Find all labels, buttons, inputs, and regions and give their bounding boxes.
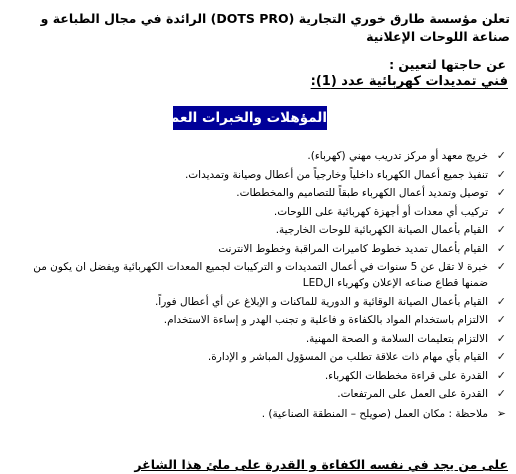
qualifications-banner: المؤهلات والخبرات العملية : [173, 106, 327, 130]
requirement-item [16, 259, 506, 291]
requirement-item [16, 312, 506, 328]
requirement-item [16, 222, 506, 238]
requirement-item [16, 368, 506, 384]
arrow-bullet-icon: ➢ [496, 407, 506, 420]
requirements-list [16, 148, 506, 405]
checkmark-icon: ✓ [496, 294, 506, 308]
requirement-text: توصيل وتمديد أعمال الكهرباء طبقاً للتصاميم والمخططات. [236, 187, 488, 199]
requirement-text: خبرة لا تقل عن 5 سنوات في أعمال التمديدات و التركيبات لجميع المعدات الكهربائية ويفضل ان يكون من ضمنها قطاع صناعه الإعلان وكهرباء الLED [33, 261, 488, 289]
requirement-text: القيام بأعمال تمديد خطوط كاميرات المراقبة وخطوط الانترنت [218, 242, 488, 255]
checkmark-icon: ✓ [496, 331, 506, 345]
intro-line-company: تعلن مؤسسة طارق خوري التجارية (DOTS PRO) الرائدة في مجال الطباعة و صناعة اللوحات الإعلانية [40, 11, 510, 44]
requirement-item [16, 148, 506, 164]
requirement-item [16, 294, 506, 310]
requirement-item [16, 204, 506, 220]
note-text: ملاحظة : مكان العمل (صويلح – المنطقة الصناعية) . [261, 408, 488, 420]
requirement-text: الالتزام بتعليمات السلامة و الصحة المهنية. [305, 332, 488, 345]
checkmark-icon: ✓ [496, 313, 506, 326]
requirement-text: الالتزام باستخدام المواد بالكفاءة و فاعلية و تجنب الهدر و إساءة الاستخدام. [163, 314, 488, 326]
checkmark-icon: ✓ [496, 149, 506, 162]
requirement-text: القدرة على العمل على المرتفعات. [337, 388, 488, 400]
requirement-item [16, 167, 506, 183]
requirement-text: القيام بأي مهام ذات علاقة تطلب من المسؤول المباشر و الإدارة. [207, 351, 488, 363]
closing-line: على من يجد في نفسه الكفاءة و القدرة على ملئ هذا الشاغر [134, 457, 508, 472]
checkmark-icon: ✓ [496, 223, 506, 236]
checkmark-icon: ✓ [496, 368, 506, 382]
requirement-item [16, 386, 506, 402]
requirement-text: القيام بأعمال الصيانة الوقائية و الدورية للماكنات و الإبلاغ عن أي أعطال فوراً. [154, 295, 488, 308]
checkmark-icon: ✓ [496, 167, 506, 181]
checkmark-icon: ✓ [496, 186, 506, 199]
requirement-text: تنفيذ جميع أعمال الكهرباء داخلياً وخارجياً من أعطال وصيانة وتمديدات. [184, 168, 488, 181]
requirement-text: تركيب أي معدات أو أجهزة كهربائية على اللوحات. [273, 205, 488, 218]
job-title: فني تمديدات كهربائية عدد (1): [310, 74, 508, 89]
checkmark-icon: ✓ [496, 204, 506, 218]
checkmark-icon: ✓ [496, 387, 506, 400]
requirement-item [16, 331, 506, 347]
requirement-item [16, 241, 506, 257]
requirement-text: القدرة على قراءة مخططات الكهرباء. [324, 369, 488, 382]
checkmark-icon: ✓ [496, 260, 506, 273]
intro-line-need: عن حاجتها لتعيين : [389, 57, 506, 72]
requirement-item [16, 349, 506, 365]
requirement-text: القيام بأعمال الصيانة الكهربائية للوحات الخارجية. [275, 224, 488, 236]
checkmark-icon: ✓ [496, 350, 506, 363]
requirement-item [16, 185, 506, 201]
requirement-text: خريج معهد أو مركز تدريب مهني (كهرباء). [307, 150, 488, 162]
intro-paragraph [6, 10, 510, 74]
checkmark-icon: ✓ [496, 241, 506, 255]
work-location-note [262, 406, 506, 422]
